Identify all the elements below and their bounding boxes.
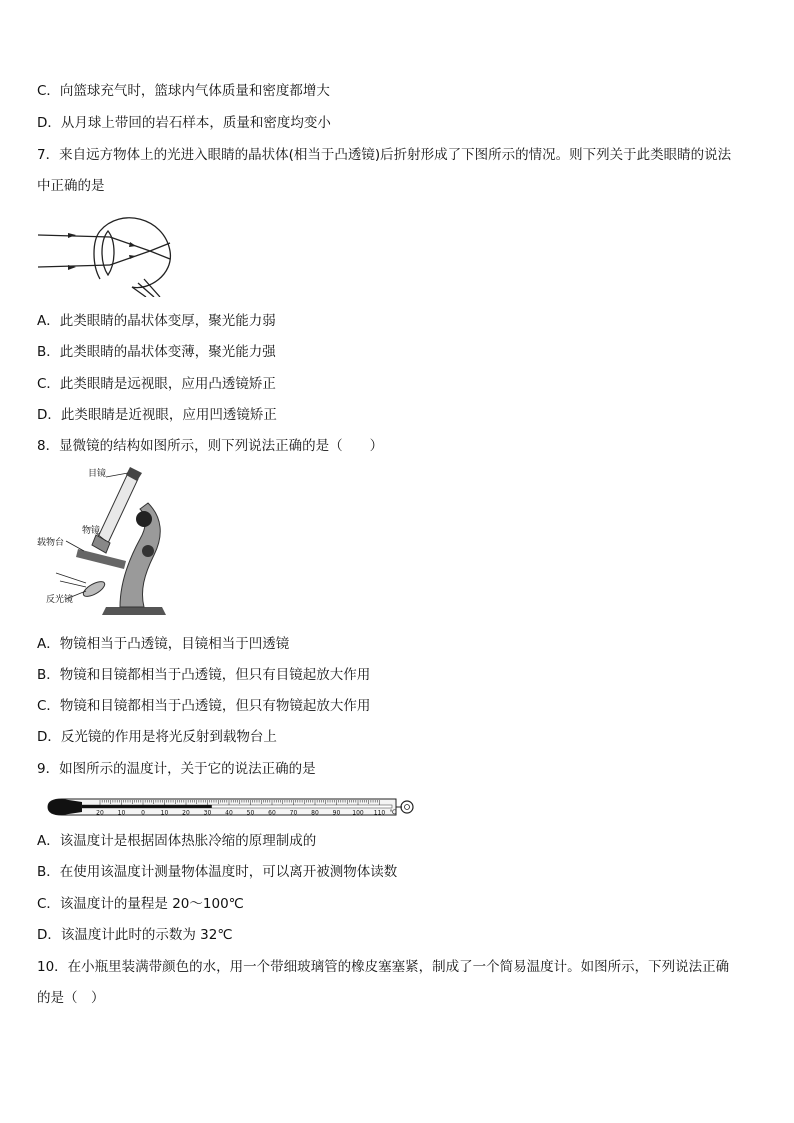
q8-option-a: A．物镜相当于凸透镜，目镜相当于凹透镜 [37, 636, 290, 652]
scale-label: 100 [352, 809, 364, 817]
q8-option-b: B．物镜和目镜都相当于凸透镜，但只有目镜起放大作用 [37, 667, 371, 683]
scale-label: 50 [246, 809, 255, 817]
thermometer-diagram [46, 794, 418, 820]
q9-option-c: C．该温度计的量程是 20～100℃ [37, 896, 244, 912]
q9-stem: 9．如图所示的温度计，关于它的说法正确的是 [37, 761, 316, 777]
scale-label: 40 [225, 809, 233, 817]
mirror-part [81, 579, 107, 600]
q6-option-c: C．向篮球充气时，篮球内气体质量和密度都增大 [37, 83, 330, 99]
scale-label: 20 [96, 809, 104, 817]
eye-diagram [38, 213, 178, 297]
coarse-knob [136, 511, 152, 527]
thermometer-ring [401, 801, 413, 813]
q7-option-a: A．此类眼睛的晶状体变厚，聚光能力弱 [37, 313, 276, 329]
q8-option-c: C．物镜和目镜都相当于凸透镜，但只有物镜起放大作用 [37, 698, 371, 714]
microscope-tube [98, 473, 138, 543]
q10-stem-line-2: 的是（ ） [37, 990, 105, 1006]
q9-option-d: D．该温度计此时的示数为 32℃ [37, 927, 233, 943]
q8-option-d: D．反光镜的作用是将光反射到载物台上 [37, 729, 277, 745]
scale-label: 10 [160, 809, 169, 817]
q7-option-b: B．此类眼睛的晶状体变薄，聚光能力强 [37, 344, 276, 360]
objective-label: 物镜 [82, 526, 101, 536]
eyepiece-label: 目镜 [88, 469, 107, 479]
mirror-label: 反光镜 [46, 595, 74, 605]
q9-option-b: B．在使用该温度计测量物体温度时，可以离开被测物体读数 [37, 864, 398, 880]
scale-label: 90 [332, 809, 341, 817]
stage-label: 载物台 [37, 538, 65, 548]
q7-option-c: C．此类眼睛是远视眼，应用凸透镜矫正 [37, 376, 276, 392]
scale-label: 30 [203, 809, 212, 817]
microscope-diagram [36, 465, 176, 617]
q7-stem-line-1: 7．来自远方物体上的光进入眼睛的晶状体(相当于凸透镜)后折射形成了下图所示的情况。则下列关于此类眼睛的说法 [37, 147, 732, 163]
scale-label: 20 [182, 809, 190, 817]
scale-label: 70 [289, 809, 298, 817]
scale-label: 10 [117, 809, 126, 817]
scale-label: 110 [373, 809, 386, 817]
q9-option-a: A．该温度计是根据固体热胀冷缩的原理制成的 [37, 833, 317, 849]
q10-stem-line-1: 10．在小瓶里装满带颜色的水，用一个带细玻璃管的橡皮塞塞紧，制成了一个简易温度计。如图所示，下列说法正确 [37, 959, 730, 975]
cornea [94, 231, 100, 279]
q6-option-d: D．从月球上带回的岩石样本，质量和密度均变小 [37, 115, 331, 131]
q7-stem-line-2: 中正确的是 [37, 178, 105, 194]
scale-label: 60 [268, 809, 276, 817]
microscope-base [102, 607, 166, 615]
stage-part [76, 549, 126, 569]
thermometer-liquid [82, 805, 212, 808]
thermometer-unit: ℃ [389, 809, 397, 816]
eyeball-outline [100, 218, 170, 288]
scale-label: 0 [141, 809, 145, 817]
q7-option-d: D．此类眼睛是近视眼，应用凹透镜矫正 [37, 407, 277, 423]
fine-knob [142, 545, 154, 557]
thermometer-bulb [48, 799, 82, 815]
q8-stem: 8．显微镜的结构如图所示，则下列说法正确的是（ ） [37, 438, 384, 454]
scale-label: 80 [311, 809, 319, 817]
